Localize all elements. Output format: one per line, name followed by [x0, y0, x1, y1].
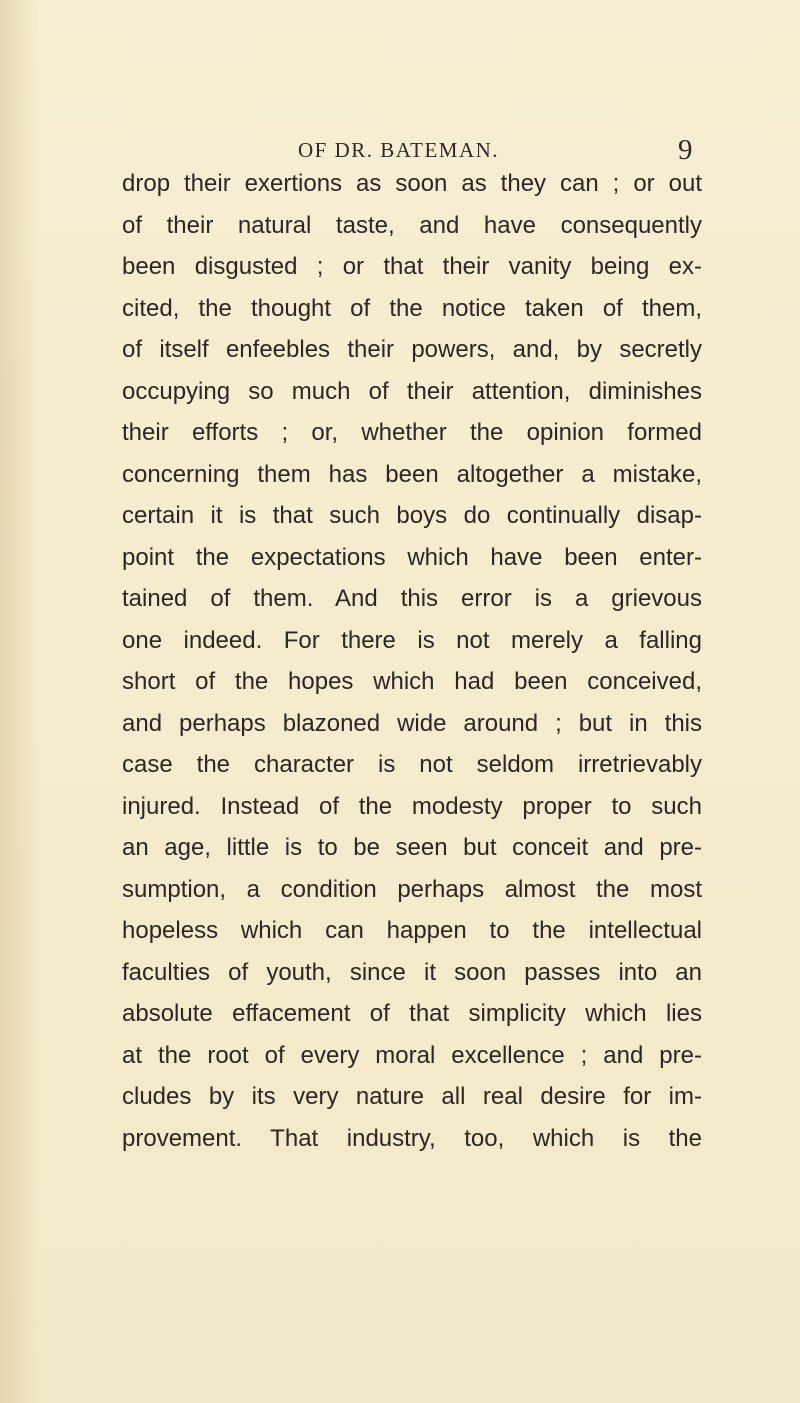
- text-line: provement. That industry, too, which is the: [122, 1124, 702, 1152]
- text-line: occupying so much of their attention, diminishes: [122, 377, 702, 405]
- text-line: of itself enfeebles their powers, and, by secretly: [122, 336, 702, 363]
- text-line: certain it is that such boys do continually disap-: [122, 502, 702, 529]
- page-number: 9: [678, 134, 693, 166]
- body-text: [122, 163, 702, 1159]
- text-line: drop their exertions as soon as they can ; or out: [122, 170, 702, 197]
- text-line: injured. Instead of the modesty proper to such: [122, 792, 702, 820]
- text-line: cludes by its very nature all real desire for im-: [122, 1083, 702, 1110]
- text-line: sumption, a condition perhaps almost the most: [122, 875, 702, 903]
- text-line: one indeed. For there is not merely a falling: [122, 626, 702, 654]
- running-title: OF DR. BATEMAN.: [298, 138, 500, 162]
- text-line: cited, the thought of the notice taken of them,: [122, 294, 702, 322]
- text-line: case the character is not seldom irretrievably: [122, 751, 702, 778]
- text-line: their efforts ; or, whether the opinion formed: [122, 419, 702, 446]
- text-line: faculties of youth, since it soon passes into an: [122, 958, 702, 986]
- text-line: hopeless which can happen to the intellectual: [122, 917, 702, 944]
- text-line: short of the hopes which had been conceived,: [122, 668, 702, 695]
- text-line: at the root of every moral excellence ; and pre-: [122, 1041, 702, 1069]
- text-line: tained of them. And this error is a grievous: [122, 585, 702, 612]
- text-line: an age, little is to be seen but conceit and pre-: [122, 834, 702, 861]
- text-line: point the expectations which have been enter-: [122, 543, 702, 571]
- text-line: of their natural taste, and have consequently: [122, 211, 702, 239]
- text-line: been disgusted ; or that their vanity being ex-: [122, 253, 702, 280]
- text-line: and perhaps blazoned wide around ; but in this: [122, 709, 702, 737]
- text-line: concerning them has been altogether a mistake,: [122, 460, 702, 488]
- text-line: absolute effacement of that simplicity which lies: [122, 1000, 702, 1027]
